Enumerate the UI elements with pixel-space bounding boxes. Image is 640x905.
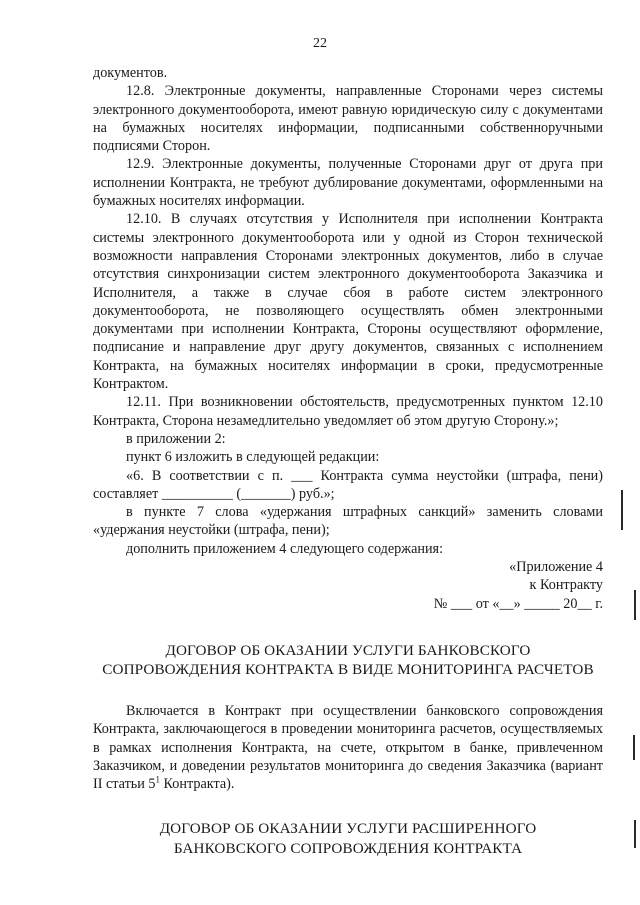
paragraph-add-annex4: дополнить приложением 4 следующего содержания: — [126, 540, 444, 557]
paragraph-point7: в пункте 7 слова «удержания штрафных санкций» заменить словами «удержания неустойки (штрафа, пени); — [93, 504, 603, 539]
paragraph-12-11: 12.11. При возникновении обстоятельств, предусмотренных пунктом 12.10 Контракта, Сторона незамедлительно уведомляет об этом другую Сторону.»; — [93, 394, 603, 429]
page-number: 22 — [313, 36, 327, 51]
paragraph-point6: пункт 6 изложить в следующей редакции: — [126, 449, 380, 466]
document-body — [93, 64, 603, 858]
paragraph-penalty: «6. В соответствии с п. ___ Контракта сумма неустойки (штрафа, пени) составляет __________ (_______) руб.»; — [93, 467, 603, 502]
section-monitoring-title-line2: СОПРОВОЖДЕНИЯ КОНТРАКТА В ВИДЕ МОНИТОРИНГА РАСЧЕТОВ — [102, 661, 594, 679]
section-extended-heading — [93, 819, 603, 858]
scan-edge-mark — [633, 735, 635, 760]
article-superscript: 1 — [155, 774, 160, 785]
paragraph-annex2-intro: в приложении 2: — [126, 430, 226, 447]
scan-edge-mark — [621, 490, 623, 530]
scan-edge-mark — [634, 590, 636, 620]
paragraph-continuation: документов. — [93, 65, 168, 81]
section-monitoring-title-line1: ДОГОВОР ОБ ОКАЗАНИИ УСЛУГИ БАНКОВСКОГО — [165, 641, 531, 659]
annex-reference — [93, 558, 603, 613]
annex-contract-ref: к Контракту — [529, 577, 603, 594]
section-monitoring-text — [93, 702, 603, 793]
scan-edge-mark — [634, 820, 636, 848]
paragraph-12-9: 12.9. Электронные документы, полученные Сторонами друг от друга при исполнении Контракта, не требуют дублирование документами, оформленными на бумажных носителях информации. — [93, 156, 603, 210]
section-monitoring-heading — [93, 641, 603, 680]
section-monitoring-text-main: Включается в Контракт при осуществлении банковского сопровождения Контракта, заключающегося в проведении мониторинга расчетов, осуществляемых в рамках исполнения Контракта, на счете, открытом в банке, привлеченном Заказчиком, и доведении результатов мониторинга до сведения Заказчика (вариант II статьи 5 — [93, 702, 603, 793]
annex-title: «Приложение 4 — [509, 559, 603, 576]
paragraph-12-8: 12.8. Электронные документы, направленные Сторонами через системы электронного документооборота, имеют равную юридическую силу с документами на бумажных носителях информации, подписанными собственноручными подписями Сторон. — [93, 83, 603, 155]
section-extended-title-line1: ДОГОВОР ОБ ОКАЗАНИИ УСЛУГИ РАСШИРЕННОГО — [159, 820, 537, 838]
annex-number-date: № ___ от «__» _____ 20__ г. — [433, 595, 603, 612]
section-monitoring-text-end: Контракта). — [160, 776, 235, 793]
paragraph-12-10: 12.10. В случаях отсутствия у Исполнителя при исполнении Контракта системы электронного документооборота или у одной из Сторон технической возможности направления Сторонами электронных документов, либо в случае отсутствия синхронизации систем электронного документооборота Заказчика и Исполнителя, а также в случае сбоя в работе систем электронного документооборота, не позволяющего осуществлять обмен электронными документами при исполнении Контракта, Стороны осуществляют оформление, подписание и направление друг другу документов, связанных с исполнением Контракта, на бумажных носителях информации в сроки, предусмотренные Контрактом. — [93, 211, 603, 393]
section-extended-title-line2: БАНКОВСКОГО СОПРОВОЖДЕНИЯ КОНТРАКТА — [173, 839, 523, 857]
